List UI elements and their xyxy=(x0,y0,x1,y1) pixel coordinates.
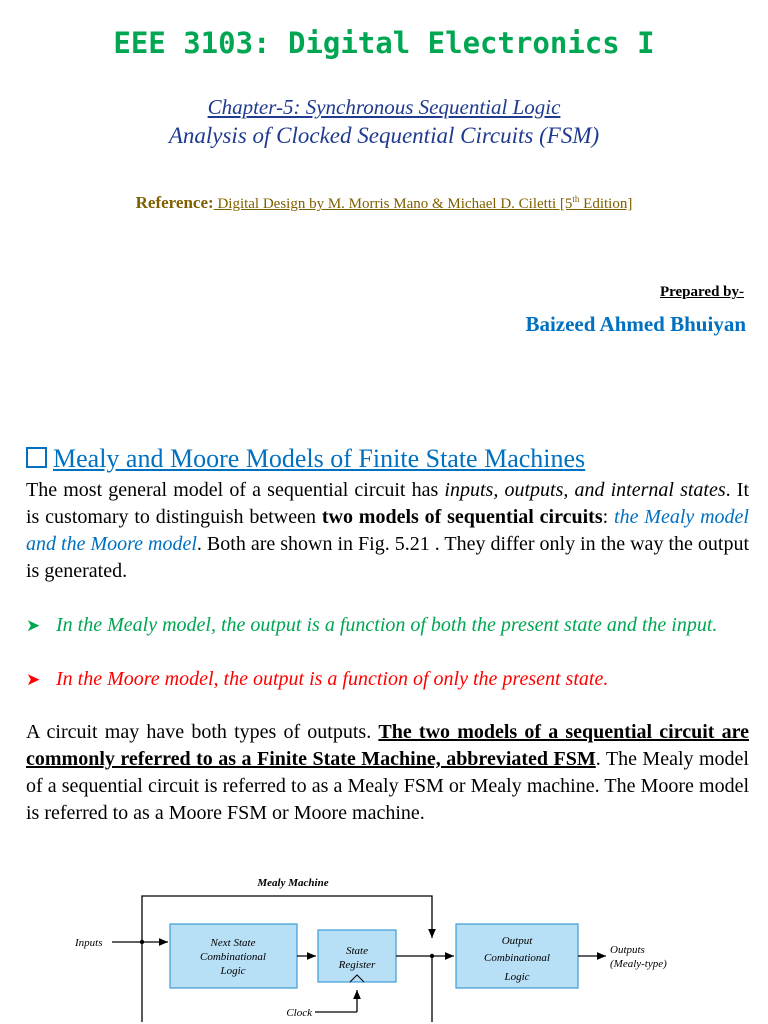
course-title: EEE 3103: Digital Electronics I xyxy=(113,26,655,60)
arrow-bullet-icon: ➤ xyxy=(26,670,41,689)
intro-paragraph: The most general model of a sequential circuit has inputs, outputs, and internal states. It is customary to distinguish between two models of sequential circuits: the Mealy model and the Moore model. Both are shown in Fig. 5.21 . They differ only in the way the output is generated. xyxy=(26,479,750,582)
arrow-bullet-icon: ➤ xyxy=(26,616,41,635)
inputs-label: Inputs xyxy=(75,937,103,949)
svg-text:Combinational: Combinational xyxy=(199,951,267,963)
moore-bullet: ➤ In the Moore model, the output is a function of only the present state. xyxy=(26,666,749,693)
svg-text:Logic: Logic xyxy=(220,965,246,977)
svg-text:(Mealy-type): (Mealy-type) xyxy=(610,958,667,970)
fsm-paragraph: A circuit may have both types of outputs. The two models of a sequential circuit are commonly referred to as a Finite State Machine, abbreviated FSM. The Mealy model of a sequential circuit is referred to as a Mealy FSM or Mealy machine. The Moore model is referred to as a Moore FSM or Moore machine. xyxy=(26,721,749,824)
reference-label: Reference: xyxy=(135,193,214,212)
svg-text:Output: Output xyxy=(501,935,533,947)
diagram-title: Mealy Machine xyxy=(257,877,329,889)
svg-text:Logic: Logic xyxy=(504,971,530,983)
clock-label: Clock xyxy=(286,1007,312,1019)
svg-text:State: State xyxy=(346,945,368,957)
mealy-machine-diagram xyxy=(60,872,760,1024)
svg-text:Combinational: Combinational xyxy=(483,952,551,964)
mealy-bullet: ➤ In the Mealy model, the output is a function of both the present state and the input. xyxy=(26,612,749,639)
chapter-subtitle: Analysis of Clocked Sequential Circuits (FSM) xyxy=(168,123,600,148)
outputs-label: Outputs xyxy=(610,944,645,956)
reference-text: Digital Design by M. Morris Mano & Michael D. Ciletti [5th Edition] xyxy=(213,194,633,212)
svg-text:Register: Register xyxy=(338,959,376,971)
prepared-by-label: Prepared by- xyxy=(659,284,744,300)
checkbox-bullet-icon xyxy=(26,447,47,468)
section-heading: Mealy and Moore Models of Finite State Machines xyxy=(26,444,585,474)
reference xyxy=(0,193,768,213)
chapter-title: Chapter-5: Synchronous Sequential Logic xyxy=(207,95,561,119)
author-name: Baizeed Ahmed Bhuiyan xyxy=(525,312,746,336)
svg-text:Next State: Next State xyxy=(210,937,256,949)
